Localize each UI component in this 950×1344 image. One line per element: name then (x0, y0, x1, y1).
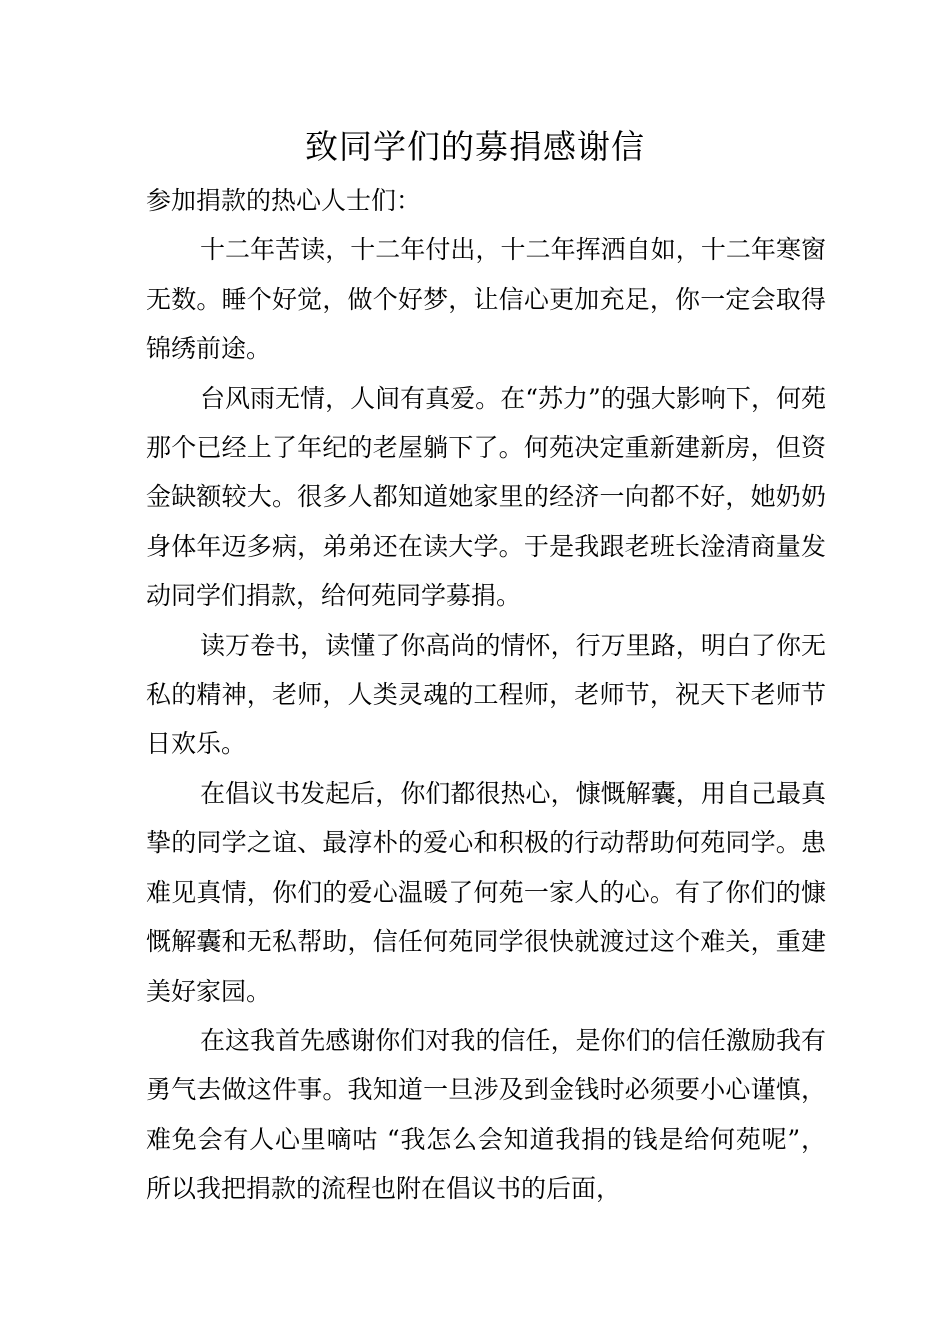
paragraph-1: 十二年苦读，十二年付出，十二年挥洒自如，十二年寒窗无数。睡个好觉，做个好梦，让信心更加充足，你一定会取得锦绣前途。 (146, 235, 826, 364)
document-title: 致同学们的募捐感谢信 (305, 127, 645, 166)
paragraph-2: 台风雨无情，人间有真爱。在“苏力”的强大影响下，何苑那个已经上了年纪的老屋躺下了。何苑决定重新建新房，但资金缺额较大。很多人都知道她家里的经济一向都不好，她奶奶身体年迈多病，弟弟还在读大学。于是我跟老班长淦清商量发动同学们捐款，给何苑同学募捐。 (146, 383, 826, 611)
salutation: 参加捐款的热心人士们： (146, 186, 422, 215)
paragraph-4: 在倡议书发起后，你们都很热心，慷慨解囊，用自己最真挚的同学之谊、最淳朴的爱心和积极的行动帮助何苑同学。患难见真情，你们的爱心温暖了何苑一家人的心。有了你们的慷慨解囊和无私帮助，信任何苑同学很快就渡过这个难关，重建美好家园。 (146, 778, 826, 1006)
paragraph-5: 在这我首先感谢你们对我的信任，是你们的信任激励我有勇气去做这件事。我知道一旦涉及到金钱时必须要小心谨慎，难免会有人心里嘀咕 “我怎么会知道我捐的钱是给何苑呢”，所以我把捐款的流程也附在倡议书的后面， (146, 1025, 826, 1204)
paragraph-3: 读万卷书，读懂了你高尚的情怀，行万里路，明白了你无私的精神，老师，人类灵魂的工程师，老师节，祝天下老师节日欢乐。 (146, 630, 826, 759)
letter-body (146, 176, 826, 1214)
